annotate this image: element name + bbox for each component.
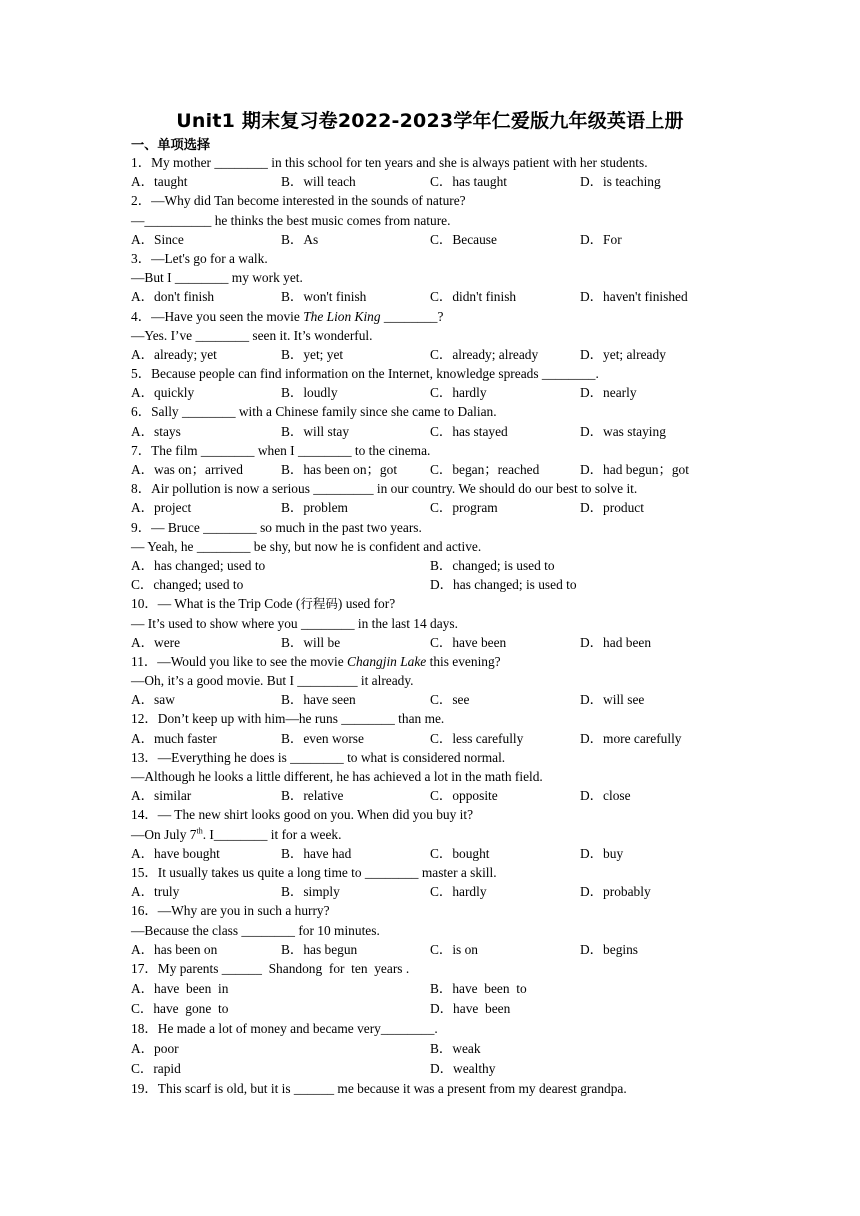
option-a[interactable]: A．much faster — [131, 730, 217, 746]
question-number: 16． — [131, 903, 158, 919]
option-c[interactable]: C．less carefully — [430, 730, 524, 746]
question-text: It usually takes us quite a long time to ________ master a skill. — [157, 864, 497, 880]
option-d[interactable]: D．buy — [580, 845, 624, 861]
question-17-stem — [131, 959, 731, 979]
option-d[interactable]: D．is teaching — [580, 174, 661, 190]
option-c[interactable]: C．is on — [430, 941, 478, 957]
option-b[interactable]: B．yet; yet — [281, 346, 344, 362]
option-d[interactable]: D．has changed; is used to — [430, 577, 577, 593]
question-18-options-row-2 — [131, 1059, 731, 1079]
option-a[interactable]: A．quickly — [131, 385, 195, 401]
section-heading: 一、单项选择 — [131, 138, 211, 153]
question-number: 19． — [131, 1080, 158, 1096]
option-c[interactable]: C．began；reached — [430, 462, 540, 477]
question-number: 4． — [131, 308, 152, 324]
question-number: 1． — [131, 155, 152, 170]
movie-title: The Lion King — [303, 308, 381, 324]
option-b[interactable]: B．problem — [281, 500, 348, 516]
question-15-options — [131, 882, 731, 901]
question-text: The film ________ when I ________ to the cinema. — [151, 442, 431, 458]
option-d[interactable]: D．was staying — [580, 423, 666, 439]
option-c[interactable]: C．rapid — [131, 1060, 181, 1076]
question-text: this evening? — [426, 653, 501, 669]
option-b[interactable]: B．has been on；got — [281, 462, 398, 477]
question-19-stem — [131, 1079, 731, 1099]
option-b[interactable]: B．As — [281, 231, 319, 247]
question-13-options — [131, 786, 731, 805]
option-a[interactable]: A．already; yet — [131, 346, 217, 362]
option-c[interactable]: C．already; already — [430, 346, 539, 362]
question-text: Sally ________ with a Chinese family since she came to Dalian. — [151, 404, 497, 420]
option-a[interactable]: A．don't finish — [131, 289, 215, 305]
question-10-options — [131, 633, 731, 652]
question-4-line-2: —Yes. I’ve ________ seen it. It’s wonderful. — [131, 327, 373, 343]
question-9-line-2: — Yeah, he ________ be shy, but now he is confident and active. — [131, 538, 482, 554]
option-a[interactable]: A．saw — [131, 692, 175, 708]
question-11-stem — [131, 652, 731, 671]
question-number: 6． — [131, 404, 152, 420]
question-text: —Everything he does is ________ to what is considered normal. — [157, 749, 506, 765]
option-b[interactable]: B．have seen — [281, 692, 356, 708]
question-16-line-2: —Because the class ________ for 10 minutes. — [131, 922, 380, 938]
option-c[interactable]: C．program — [430, 500, 498, 516]
question-number: 5． — [131, 366, 152, 382]
question-6-stem — [131, 402, 731, 421]
question-16-stem — [131, 901, 731, 920]
question-list — [131, 153, 731, 1099]
question-6-options — [131, 422, 731, 441]
question-text: Air pollution is now a serious _________ in our country. We should do our best to solve it. — [151, 481, 638, 497]
question-11-options — [131, 690, 731, 709]
question-1-stem — [131, 153, 731, 172]
question-7-options — [131, 460, 731, 479]
question-text: — The new shirt looks good on you. When did you buy it? — [157, 807, 474, 823]
question-4-options — [131, 345, 731, 364]
question-8-stem — [131, 479, 731, 498]
question-5-options — [131, 383, 731, 402]
option-a[interactable]: A．project — [131, 500, 192, 516]
option-d[interactable]: D．had begun；got — [580, 462, 689, 477]
question-11-line-2: —Oh, it’s a good movie. But I _________ it already. — [131, 673, 414, 689]
question-number: 11． — [131, 653, 158, 669]
option-a[interactable]: A．Since — [131, 231, 184, 247]
option-c[interactable]: C．has stayed — [430, 423, 508, 439]
option-b[interactable]: B．relative — [281, 788, 344, 804]
question-2-stem — [131, 191, 731, 210]
question-14-stem — [131, 805, 731, 824]
option-a[interactable]: A．have bought — [131, 845, 220, 861]
question-number: 2． — [131, 193, 152, 209]
option-a[interactable]: A．truly — [131, 884, 180, 900]
question-13-line-2: —Although he looks a little different, he has achieved a lot in the math field. — [131, 769, 543, 784]
question-2-options — [131, 230, 731, 249]
question-text: —On July 7 — [131, 826, 197, 842]
option-d[interactable]: D．For — [580, 231, 622, 247]
option-d[interactable]: D．close — [580, 788, 631, 804]
option-b[interactable]: B．have been to — [430, 980, 527, 996]
option-b[interactable]: B．changed; is used to — [430, 557, 555, 573]
question-10-line-2: — It’s used to show where you ________ in the last 14 days. — [131, 615, 458, 631]
option-b[interactable]: B．even worse — [281, 730, 364, 746]
option-c[interactable]: C．hardly — [430, 884, 487, 900]
question-2-line-2: —__________ he thinks the best music comes from nature. — [131, 212, 451, 228]
question-number: 7． — [131, 442, 152, 458]
option-a[interactable]: A．has changed; used to — [131, 557, 266, 573]
question-text: ) used for? — [337, 596, 396, 612]
ordinal-suffix: th — [196, 826, 203, 836]
question-3-options — [131, 287, 731, 306]
question-text: He made a lot of money and became very________. — [157, 1020, 438, 1036]
question-text: —Why did Tan become interested in the sounds of nature? — [151, 193, 466, 209]
option-a[interactable]: A．was on；arrived — [131, 462, 243, 477]
option-b[interactable]: B．have had — [281, 845, 352, 861]
question-16-options — [131, 940, 731, 959]
option-d[interactable]: D．had been — [580, 634, 652, 650]
chinese-gloss: 行程码 — [300, 596, 338, 612]
option-b[interactable]: B．will be — [281, 634, 341, 650]
option-b[interactable]: B．has begun — [281, 941, 358, 957]
option-d[interactable]: D．probably — [580, 884, 651, 900]
option-a[interactable]: A．stays — [131, 423, 181, 439]
option-c[interactable]: C．hardly — [430, 385, 487, 401]
option-c[interactable]: C．changed; used to — [131, 577, 244, 593]
question-9-options-row-1 — [131, 556, 731, 575]
question-number: 18． — [131, 1020, 158, 1036]
document-title: Unit1 期末复习卷2022-2023学年仁爱版九年级英语上册 — [176, 110, 684, 132]
option-b[interactable]: B．weak — [430, 1040, 481, 1056]
question-18-options-row-1 — [131, 1039, 731, 1059]
question-9-options-row-2 — [131, 575, 731, 594]
question-text: —Have you seen the movie — [151, 308, 304, 324]
question-number: 12． — [131, 711, 158, 727]
question-text: — Bruce ________ so much in the past two years. — [151, 519, 422, 535]
question-number: 8． — [131, 481, 152, 497]
option-a[interactable]: A．similar — [131, 788, 192, 804]
question-9-stem — [131, 518, 731, 537]
question-text: My parents ______ Shandong for ten years . — [157, 960, 410, 976]
question-4-stem — [131, 307, 731, 326]
option-d[interactable]: D．more carefully — [580, 730, 682, 746]
question-17-options-row-1 — [131, 979, 731, 999]
option-c[interactable]: C．bought — [430, 845, 490, 861]
option-b[interactable]: B．simply — [281, 884, 340, 900]
option-c[interactable]: C．has taught — [430, 174, 507, 190]
question-number: 17． — [131, 960, 158, 976]
question-17-options-row-2 — [131, 999, 731, 1019]
option-b[interactable]: B．won't finish — [281, 289, 367, 305]
question-text: . I________ it for a week. — [202, 826, 342, 842]
question-13-stem — [131, 748, 731, 767]
option-d[interactable]: D．product — [580, 500, 644, 516]
question-number: 15． — [131, 864, 158, 880]
question-15-stem — [131, 863, 731, 882]
option-d[interactable]: D．will see — [580, 692, 645, 708]
option-c[interactable]: C．have gone to — [131, 1000, 229, 1016]
question-14-line-2 — [131, 825, 731, 844]
option-a[interactable]: A．poor — [131, 1040, 179, 1056]
question-text: Because people can find information on the Internet, knowledge spreads ________. — [151, 366, 599, 382]
option-a[interactable]: A．were — [131, 634, 181, 650]
question-number: 9． — [131, 519, 152, 535]
question-text: — What is the Trip Code ( — [157, 596, 301, 612]
question-text: —Would you like to see the movie — [157, 653, 348, 669]
question-number: 10． — [131, 596, 158, 612]
question-text: —Why are you in such a hurry? — [157, 903, 330, 919]
option-b[interactable]: B．loudly — [281, 385, 338, 401]
question-5-stem — [131, 364, 731, 383]
question-text: ________? — [380, 308, 444, 324]
option-d[interactable]: D．yet; already — [580, 346, 666, 362]
question-7-stem — [131, 441, 731, 460]
option-d[interactable]: D．begins — [580, 941, 639, 957]
option-b[interactable]: B．will stay — [281, 423, 350, 439]
question-10-stem — [131, 594, 731, 613]
option-c[interactable]: C．see — [430, 692, 470, 708]
question-number: 13． — [131, 749, 158, 765]
question-1-options — [131, 172, 731, 191]
question-18-stem — [131, 1019, 731, 1039]
option-c[interactable]: C．Because — [430, 231, 497, 247]
question-8-options — [131, 498, 731, 517]
option-a[interactable]: A．has been on — [131, 941, 218, 957]
question-number: 14． — [131, 807, 158, 823]
question-3-line-2: —But I ________ my work yet. — [131, 270, 303, 286]
question-14-options — [131, 844, 731, 863]
question-3-stem — [131, 249, 731, 268]
option-a[interactable]: A．taught — [131, 174, 188, 190]
option-d[interactable]: D．have been — [430, 1000, 511, 1016]
option-d[interactable]: D．nearly — [580, 385, 637, 401]
question-text: This scarf is old, but it is ______ me because it was a present from my dearest grandpa. — [157, 1080, 627, 1096]
option-a[interactable]: A．have been in — [131, 980, 229, 996]
question-number: 3． — [131, 250, 152, 266]
option-d[interactable]: D．haven't finished — [580, 289, 688, 305]
movie-title: Changjin Lake — [347, 653, 427, 669]
option-b[interactable]: B．will teach — [281, 174, 356, 190]
question-text: Don’t keep up with him—he runs ________ than me. — [157, 711, 445, 727]
option-d[interactable]: D．wealthy — [430, 1060, 496, 1076]
option-c[interactable]: C．didn't finish — [430, 289, 517, 305]
question-12-stem — [131, 709, 731, 728]
option-c[interactable]: C．have been — [430, 634, 507, 650]
question-text: My mother ________ in this school for ten years and she is always patient with her students. — [151, 155, 648, 170]
question-text: —Let's go for a walk. — [151, 250, 268, 266]
question-12-options — [131, 729, 731, 748]
option-c[interactable]: C．opposite — [430, 788, 498, 804]
